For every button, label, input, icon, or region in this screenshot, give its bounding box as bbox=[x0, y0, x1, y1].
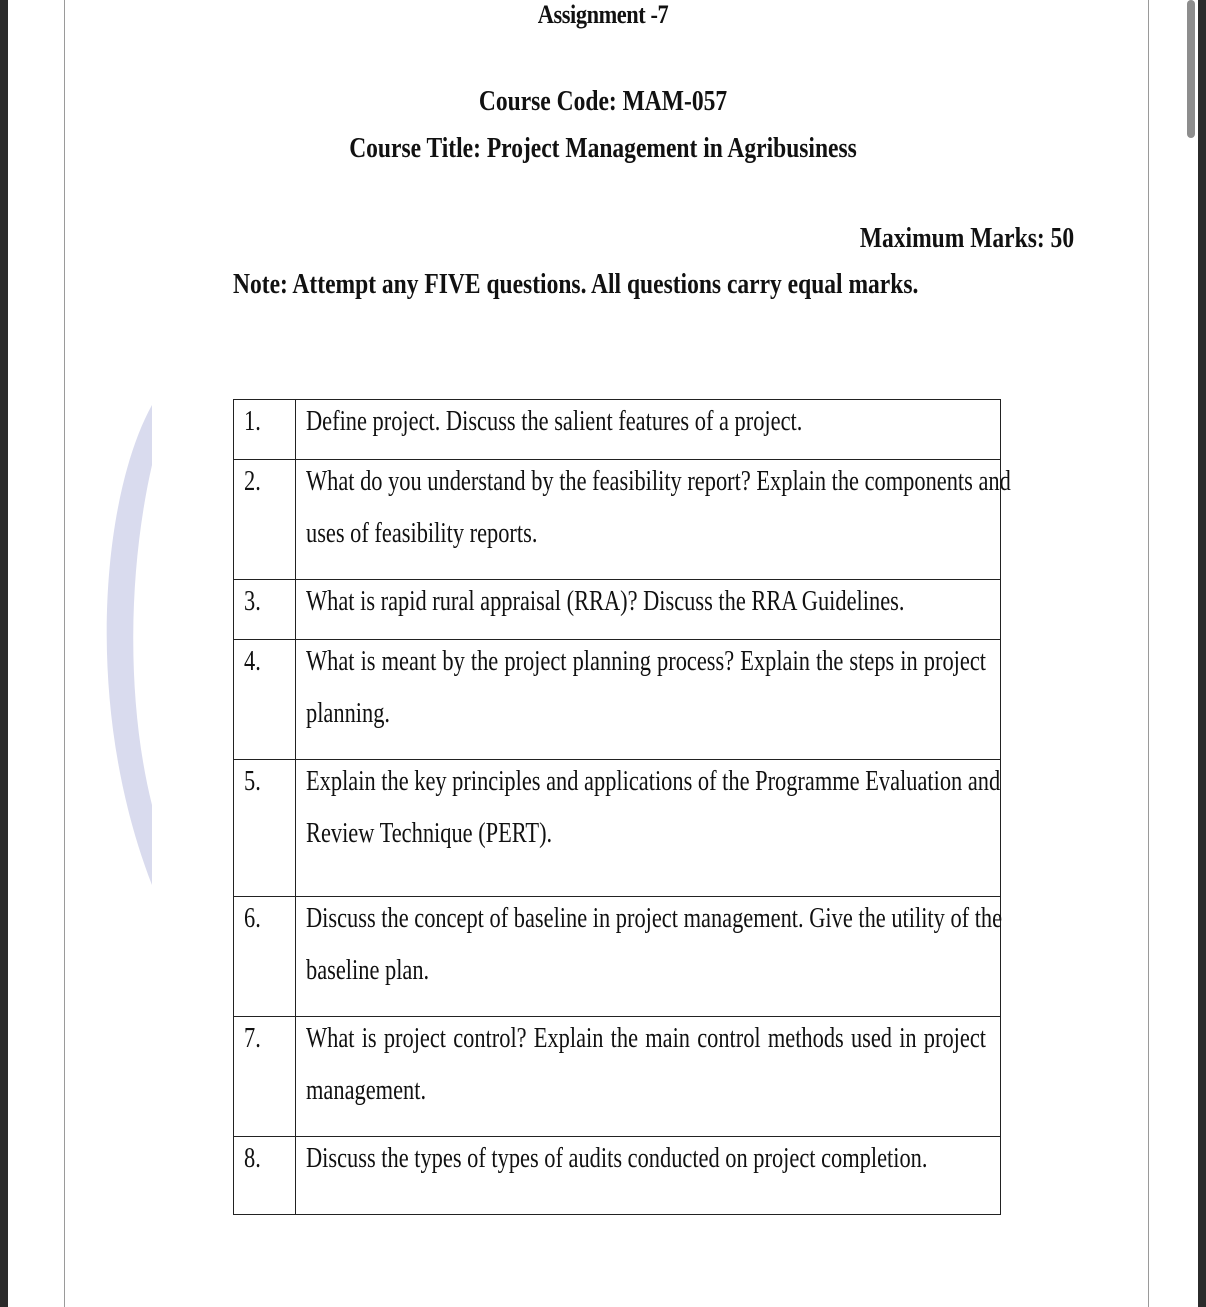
question-text-line: Explain the key principles and applications of the Programme Evaluation and bbox=[306, 766, 1001, 797]
question-row bbox=[234, 1017, 1001, 1137]
question-number-cell bbox=[234, 640, 296, 760]
page-right-border bbox=[1148, 0, 1149, 1307]
page-left-border bbox=[64, 0, 65, 1307]
question-text-cell bbox=[296, 897, 1001, 1017]
question-text-line: Discuss the types of types of audits conducted on project completion. bbox=[306, 1143, 928, 1174]
scrollbar-thumb[interactable] bbox=[1187, 0, 1195, 138]
question-text-line: What is project control? Explain the main control methods used in project bbox=[306, 1023, 986, 1054]
question-text-cell bbox=[296, 1137, 1001, 1215]
question-row bbox=[234, 580, 1001, 640]
watermark-logo bbox=[92, 405, 152, 885]
question-number: 7. bbox=[244, 1023, 261, 1054]
question-text-line: Discuss the concept of baseline in project management. Give the utility of the bbox=[306, 903, 1003, 934]
question-number: 8. bbox=[244, 1143, 261, 1174]
question-row bbox=[234, 460, 1001, 580]
question-text-line: uses of feasibility reports. bbox=[306, 518, 538, 549]
question-text-cell bbox=[296, 640, 1001, 760]
question-number: 5. bbox=[244, 766, 261, 797]
question-text-cell bbox=[296, 400, 1001, 460]
question-text-line: What is meant by the project planning process? Explain the steps in project bbox=[306, 646, 986, 677]
questions-table bbox=[233, 399, 1011, 1215]
question-row bbox=[234, 400, 1001, 460]
question-number-cell bbox=[234, 897, 296, 1017]
question-row bbox=[234, 640, 1001, 760]
question-row bbox=[234, 897, 1001, 1017]
question-number-cell bbox=[234, 760, 296, 897]
question-number-cell bbox=[234, 1017, 296, 1137]
question-text-cell bbox=[296, 460, 1011, 580]
question-row bbox=[234, 1137, 1001, 1215]
question-number: 6. bbox=[244, 903, 261, 934]
course-code: Course Code: MAM-057 bbox=[478, 86, 728, 117]
window-right-edge bbox=[1198, 0, 1206, 1307]
question-number-cell bbox=[234, 460, 296, 580]
question-text-line: Define project. Discuss the salient features of a project. bbox=[306, 406, 803, 437]
instructions-note: Note: Attempt any FIVE questions. All questions carry equal marks. bbox=[233, 269, 919, 300]
question-text-line: planning. bbox=[306, 698, 390, 729]
question-number-cell bbox=[234, 580, 296, 640]
question-number-cell bbox=[234, 1137, 296, 1215]
maximum-marks: Maximum Marks: 50 bbox=[859, 223, 1074, 254]
course-title: Course Title: Project Management in Agribusiness bbox=[349, 133, 857, 164]
question-number: 2. bbox=[244, 466, 261, 497]
question-number: 4. bbox=[244, 646, 261, 677]
question-row bbox=[234, 760, 1001, 897]
question-number-cell bbox=[234, 400, 296, 460]
question-text-line: baseline plan. bbox=[306, 955, 430, 986]
question-text-line: What is rapid rural appraisal (RRA)? Discuss the RRA Guidelines. bbox=[306, 586, 905, 617]
window-left-edge bbox=[0, 0, 8, 1307]
question-text-line: Review Technique (PERT). bbox=[306, 818, 553, 849]
question-text-cell bbox=[296, 580, 1001, 640]
question-number: 1. bbox=[244, 406, 261, 437]
assignment-title: Assignment -7 bbox=[537, 0, 669, 29]
question-text-cell bbox=[296, 1017, 1001, 1137]
question-text-line: What do you understand by the feasibility report? Explain the components and bbox=[306, 466, 1011, 497]
question-text-line: management. bbox=[306, 1075, 427, 1106]
question-text-cell bbox=[296, 760, 1001, 897]
question-number: 3. bbox=[244, 586, 261, 617]
